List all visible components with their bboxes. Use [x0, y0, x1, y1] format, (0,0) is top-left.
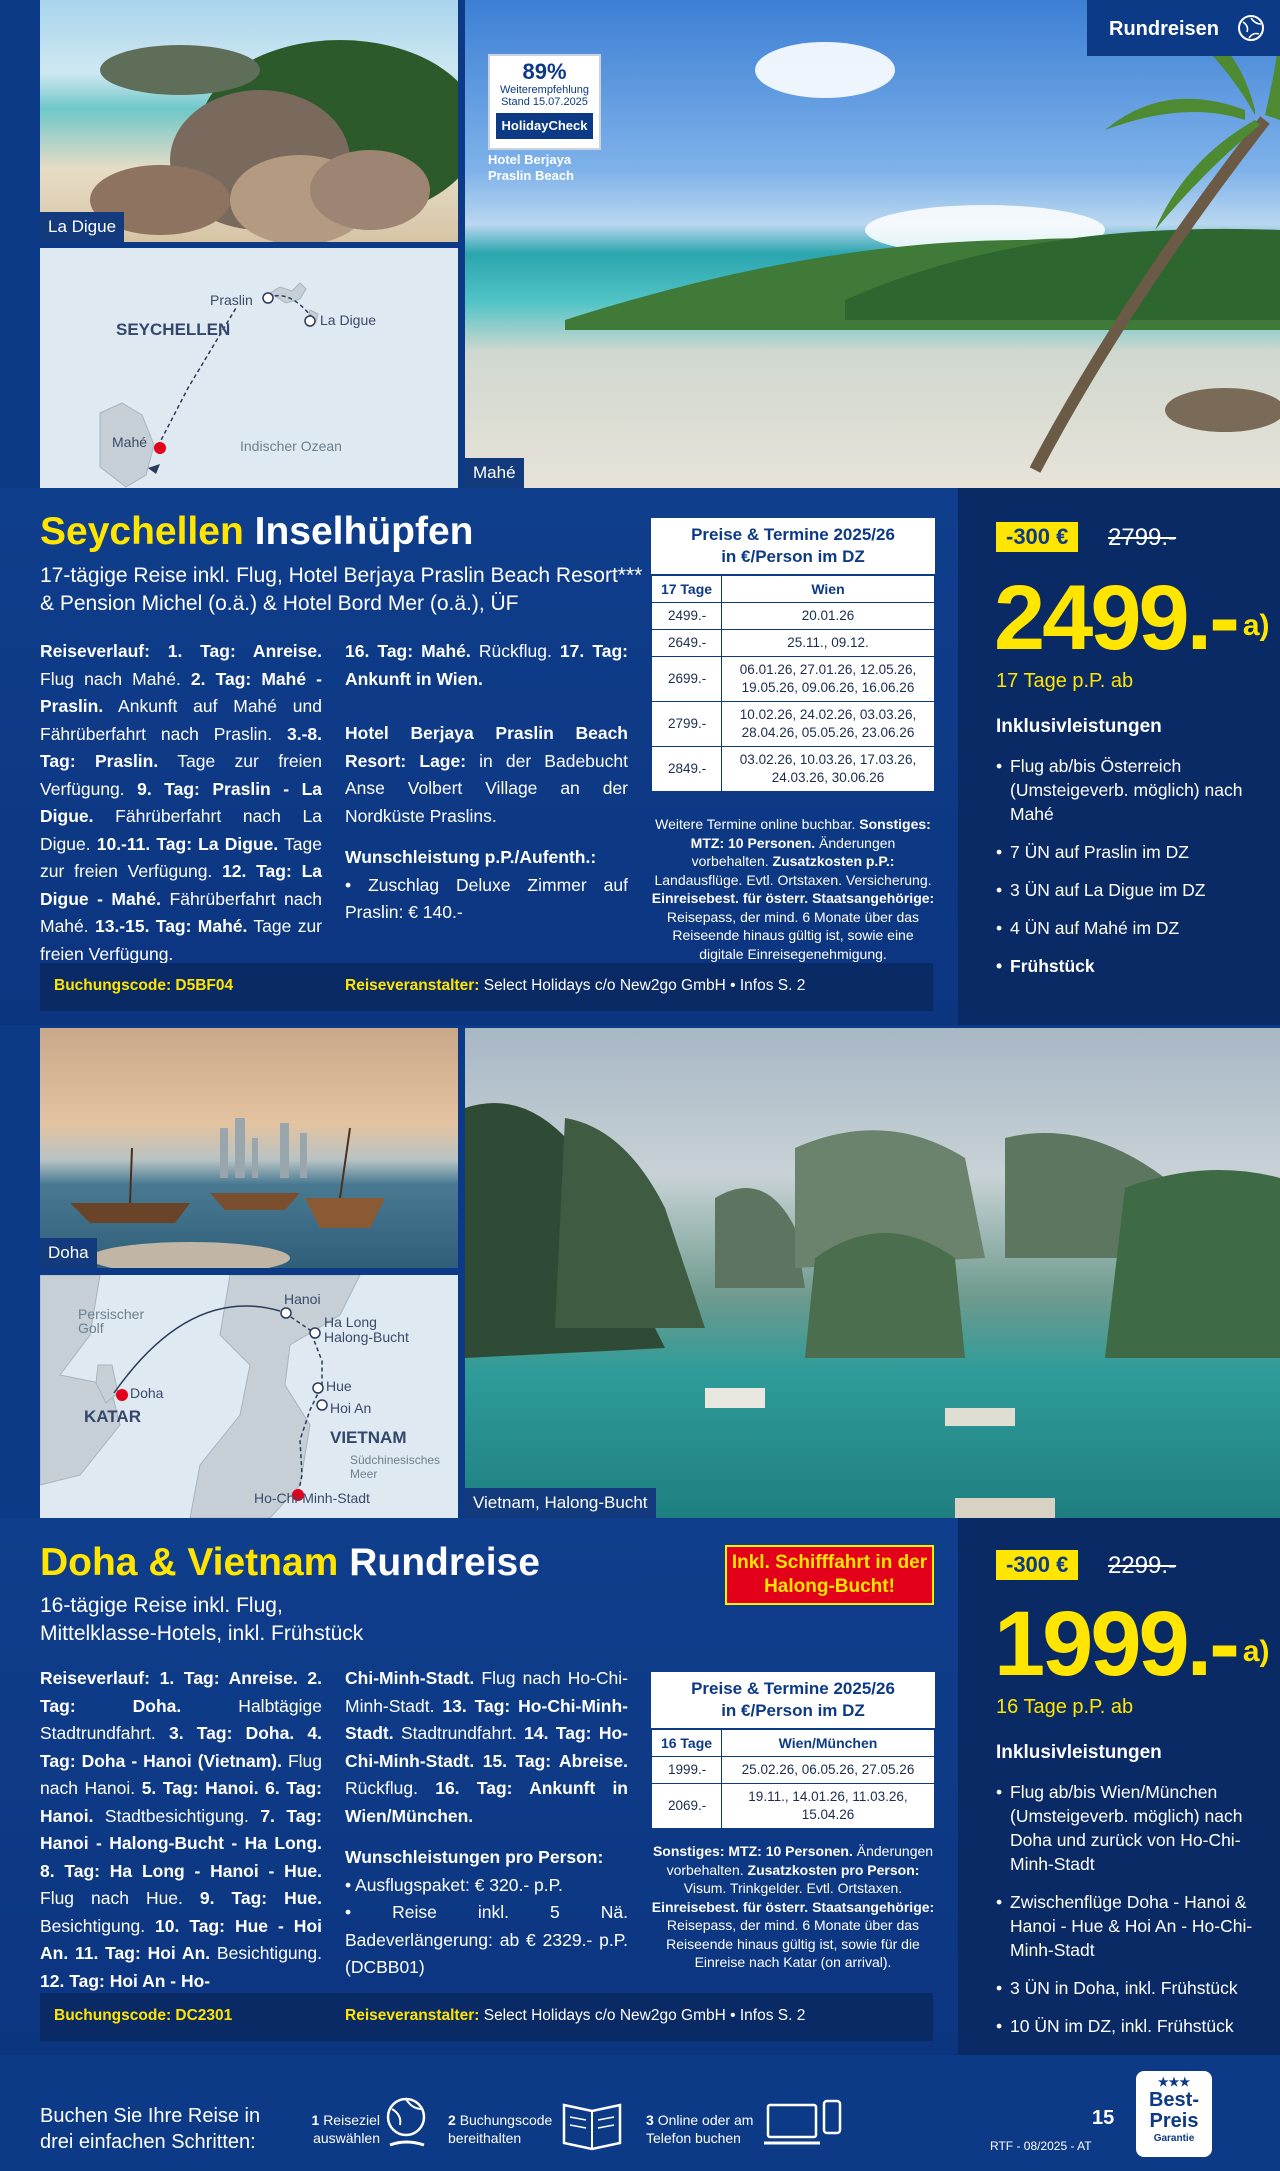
trip2-booking-bar: [40, 1993, 933, 2041]
photo-caption: Doha: [40, 1238, 97, 1268]
table-row: 2849.- 03.02.26, 10.03.26, 17.03.26, 24.03.26, 30.06.26: [652, 747, 935, 792]
rating-hotel-line2: Praslin Beach: [488, 168, 574, 183]
trip2-wish-list: • Ausflugspaket: € 320.- p.P. • Reise inkl. 5 Nä. Badeverlängerung: ab € 2329.- p.P. (DCBB01): [345, 1874, 628, 1977]
trip2-notes: Sonstiges: MTZ: 10 Personen. Änderungen vorbehalten. Zusatzkosten pro Person: Visum. Trinkgelder. Evtl. Ortstaxen. Einreisebest. für österr. Staatsangehörige: Reisepass, der mind. 6 Monate über das Reiseende hinaus gültig ist, sowie für die Einreise nach Katar (on arrival).: [651, 1843, 935, 1970]
seal-line1: Best-: [1148, 2089, 1199, 2111]
photo-la-digue: [40, 0, 458, 242]
trip1-title-white: Inselhüpfen: [254, 510, 474, 553]
table-subhead: in €/Person im DZ: [721, 547, 865, 566]
inclusions-head: Inklusivleistungen: [996, 716, 1162, 737]
map-label-vietnam: VIETNAM: [330, 1428, 407, 1447]
operator: Reiseveranstalter: Select Holidays c/o New2go GmbH • Infos S. 2: [345, 2007, 806, 2024]
inclusions-head: Inklusivleistungen: [996, 1742, 1162, 1763]
list-item: • 3 ÜN in Doha, inkl. Frühstück: [996, 1976, 1266, 2000]
map-label-hue: Hue: [326, 1378, 352, 1394]
list-item: • Zwischenflüge Doha - Hanoi & Hanoi - Hue & Hoi An - Ho-Chi-Minh-Stadt: [996, 1890, 1266, 1962]
trip2-subtitle: 16-tägige Reise inkl. Flug, Mittelklasse-Hotels, inkl. Frühstück: [40, 1594, 364, 1645]
footer: [0, 2055, 1280, 2171]
map-vietnam: [40, 1275, 458, 1518]
table-row: 2699.- 06.01.26, 27.01.26, 12.05.26, 19.05.26, 09.06.26, 16.06.26: [652, 657, 935, 702]
table-head: Preise & Termine 2025/26: [691, 1679, 895, 1698]
inclusions-list: [996, 1780, 1266, 2052]
table-row: 2799.- 10.02.26, 24.02.26, 03.03.26, 28.04.26, 05.05.26, 23.06.26: [652, 702, 935, 747]
price: 2499.- $^{a)}$: [994, 567, 1270, 669]
trip1-title: [40, 510, 473, 554]
trip1-subtitle: 17-tägige Reise inkl. Flug, Hotel Berjaya Praslin Beach Resort*** & Pension Michel (o.ä.) & Hotel Bord Mer (o.ä.), ÜF: [40, 564, 643, 615]
trip1-wish-head: Wunschleistung p.P./Aufenth.:: [345, 847, 597, 867]
list-item: • Flug ab/bis Österreich (Umsteigeverb. möglich) nach Mahé: [996, 754, 1266, 826]
photo-caption: Mahé: [465, 458, 524, 488]
duration: 16 Tage p.P. ab: [996, 1696, 1134, 1718]
table-col-departure: Wien/München: [722, 1730, 935, 1757]
map-label-praslin: Praslin: [210, 292, 253, 308]
photo-doha: [40, 1028, 458, 1268]
photo-caption: La Digue: [40, 212, 124, 242]
trip2-itinerary-col2: Chi-Minh-Stadt. Flug nach Ho-Chi-Minh-Stadt. 13. Tag: Ho-Chi-Minh-Stadt. Stadtrundfahrt. 14. Tag: Ho-Chi-Minh-Stadt. 15. Tag: Abreise. Rückflug. 16. Tag: Ankunft in Wien/München. Wunschleistungen pro Person: • Ausflugspaket: € 320.- p.P. • Reise inkl. 5 Nä. Badeverlängerung: ab € 2329.- p.P. (DCBB01): [345, 1665, 628, 1982]
trip2-title-yellow: Doha & Vietnam: [40, 1541, 339, 1584]
trip2-price-table: [651, 1672, 935, 1829]
halong-badge: Inkl. Schifffahrt in der Halong-Bucht!: [725, 1545, 934, 1605]
trip2-wish-head: Wunschleistungen pro Person:: [345, 1847, 604, 1867]
globe-hand-icon: [382, 2095, 432, 2155]
map-label-la-digue: La Digue: [320, 312, 377, 328]
duration: 17 Tage p.P. ab: [996, 670, 1134, 692]
map-label-mahe: Mahé: [112, 434, 148, 450]
photo-mahe: [465, 0, 1280, 488]
map-label-hcmc: Ho-Chi-Minh-Stadt: [254, 1490, 370, 1506]
map-label-doha: Doha: [130, 1385, 164, 1401]
trip2-title-white: Rundreise: [349, 1541, 540, 1584]
price: 1999.- $^{a)}$: [994, 1593, 1270, 1695]
seal-stars: ★★★: [1157, 2075, 1191, 2089]
category-tab: [1087, 0, 1280, 56]
map-label-seychellen: SEYCHELLEN: [116, 320, 231, 339]
old-price: 2299.-: [1108, 1552, 1177, 1579]
laptop-phone-icon: [764, 2097, 844, 2153]
trip1-booking-bar: [40, 963, 933, 1011]
booking-code: Buchungscode: DC2301: [54, 2007, 233, 2024]
rating-badge: [488, 54, 601, 150]
trip2-itinerary-col1: Reiseverlauf: 1. Tag: Anreise. 2. Tag: Doha. Halbtägige Stadtrundfahrt. 3. Tag: Doha. 4. Tag: Doha - Hanoi (Vietnam). Flug nach Hanoi. 5. Tag: Hanoi. 6. Tag: Hanoi. Stadtbesichtigung. 7. Tag: Hanoi - Halong-Bucht - Ha Long. 8. Tag: Ha Long - Hanoi - Hue. Flug nach Hue. 9. Tag: Hue. Besichtigung. 10. Tag: Hue - Hoi An. 11. Tag: Hoi An. Besichtigung. 12. Tag: Hoi An - Ho-: [40, 1668, 322, 1991]
list-item: • 3 ÜN auf La Digue im DZ: [996, 878, 1266, 902]
category-label: Rundreisen: [1109, 18, 1220, 40]
list-item: • 10 ÜN im DZ, inkl. Frühstück: [996, 2014, 1266, 2038]
catalog-ref: RTF - 08/2025 - AT: [990, 2139, 1092, 2153]
trip1-wish-list: • Zuschlag Deluxe Zimmer auf Praslin: € 140.-: [345, 874, 628, 922]
discount-badge: -300 €: [996, 522, 1078, 552]
table-head: Preise & Termine 2025/26: [691, 525, 895, 544]
inclusions-list: [996, 754, 1266, 992]
rating-hotel-line1: Hotel Berjaya: [488, 152, 572, 167]
rating-line1: Weiterempfehlung: [499, 84, 590, 96]
rating-percent: 89%: [522, 59, 567, 84]
table-col-days: 17 Tage: [652, 576, 722, 603]
photo-caption: Vietnam, Halong-Bucht: [465, 1488, 656, 1518]
table-row: 2069.- 19.11., 14.01.26, 11.03.26, 15.04.26: [652, 1784, 935, 1829]
trip1-title-yellow: Seychellen: [40, 510, 244, 553]
bestpreis-seal: [1136, 2071, 1212, 2157]
step-3: 3 Online oder am Telefon buchen: [646, 2112, 754, 2146]
book-icon: [560, 2097, 626, 2153]
trip1-itinerary-col2: 16. Tag: Mahé. Rückflug. 17. Tag: Ankunft in Wien. Hotel Berjaya Praslin Beach Resort: Lage: in der Badebucht Anse Volbert Village an der Nordküste Praslins. Wunschleistung p.P./Aufenth.: • Zuschlag Deluxe Zimmer auf Praslin: € 140.-: [345, 638, 628, 927]
map-label-golf: Persischer Golf: [78, 1306, 145, 1336]
operator: Reiseveranstalter: Select Holidays c/o New2go GmbH • Infos S. 2: [345, 977, 806, 994]
table-col-departure: Wien: [722, 576, 935, 603]
table-row: 2499.- 20.01.26: [652, 603, 935, 630]
trip1-notes: Weitere Termine online buchbar. Sonstiges: MTZ: 10 Personen. Änderungen vorbehalten. Zusatzkosten p.P.: Landausflüge. Evtl. Ortstaxen. Versicherung. Einreisebest. für österr. Staatsangehörige: Reisepass, der mind. 6 Monate über das Reiseende hinaus gültig ist, sowie eine digitale Einreisegenehmigung.: [651, 816, 935, 962]
map-label-katar: KATAR: [84, 1407, 141, 1426]
map-seychelles: [40, 248, 458, 488]
old-price: 2799.-: [1108, 524, 1177, 551]
table-row: 1999.- 25.02.26, 06.05.26, 27.05.26: [652, 1757, 935, 1784]
trip1-price-panel: [958, 488, 1280, 1025]
globe-icon: [1237, 14, 1265, 42]
step-2: 2 Buchungscode bereithalten: [448, 2112, 553, 2146]
step-1: 1 Reiseziel auswählen: [311, 2112, 380, 2146]
table-row: 2649.- 25.11., 09.12.: [652, 630, 935, 657]
holidaycheck-logo: HolidayCheck: [496, 113, 593, 139]
booking-code: Buchungscode: D5BF04: [54, 977, 234, 994]
photo-halong: [465, 1028, 1280, 1518]
trip2-price-panel: [958, 1518, 1280, 2055]
rating-hotel: [488, 152, 574, 184]
trip1-price-table: [651, 518, 935, 792]
trip1-itinerary-col1: Reiseverlauf: 1. Tag: Anreise. Flug nach Mahé. 2. Tag: Mahé - Praslin. Ankunft auf Mahé und Fährüberfahrt nach Praslin. 3.-8. Tag: Praslin. Tage zur freien Verfügung. 9. Tag: Praslin - La Digue. Fährüberfahrt nach La Digue. 10.-11. Tag: La Digue. Tage zur freien Verfügung. 12. Tag: La Digue - Mahé. Fährüberfahrt nach Mahé. 13.-15. Tag: Mahé. Tage zur freien Verfügung.: [40, 641, 323, 964]
trip2-title: [40, 1541, 540, 1585]
list-item: • 7 ÜN auf Praslin im DZ: [996, 840, 1266, 864]
seal-line3: Garantie: [1153, 2133, 1195, 2144]
table-subhead: in €/Person im DZ: [721, 1701, 865, 1720]
table-col-days: 16 Tage: [652, 1730, 722, 1757]
list-item: • 4 ÜN auf Mahé im DZ: [996, 916, 1266, 940]
list-item: • Frühstück: [996, 954, 1266, 978]
seal-line2: Preis: [1149, 2110, 1199, 2132]
rating-line2: Stand 15.07.2025: [501, 96, 588, 108]
page-number: 15: [1092, 2107, 1115, 2129]
list-item: • Flug ab/bis Wien/München (Umsteigeverb. möglich) nach Doha und zurück von Ho-Chi-Minh-Stadt: [996, 1780, 1266, 1876]
map-label-meer: Südchinesisches Meer: [350, 1453, 441, 1481]
discount-badge: -300 €: [996, 1550, 1078, 1580]
map-label-hanoi: Hanoi: [284, 1291, 321, 1307]
map-label-hoian: Hoi An: [330, 1400, 372, 1416]
map-label-ozean: Indischer Ozean: [240, 438, 342, 454]
footer-intro: Buchen Sie Ihre Reise in drei einfachen Schritten:: [40, 2105, 261, 2153]
map-label-halong: Ha Long Halong-Bucht: [324, 1314, 409, 1345]
